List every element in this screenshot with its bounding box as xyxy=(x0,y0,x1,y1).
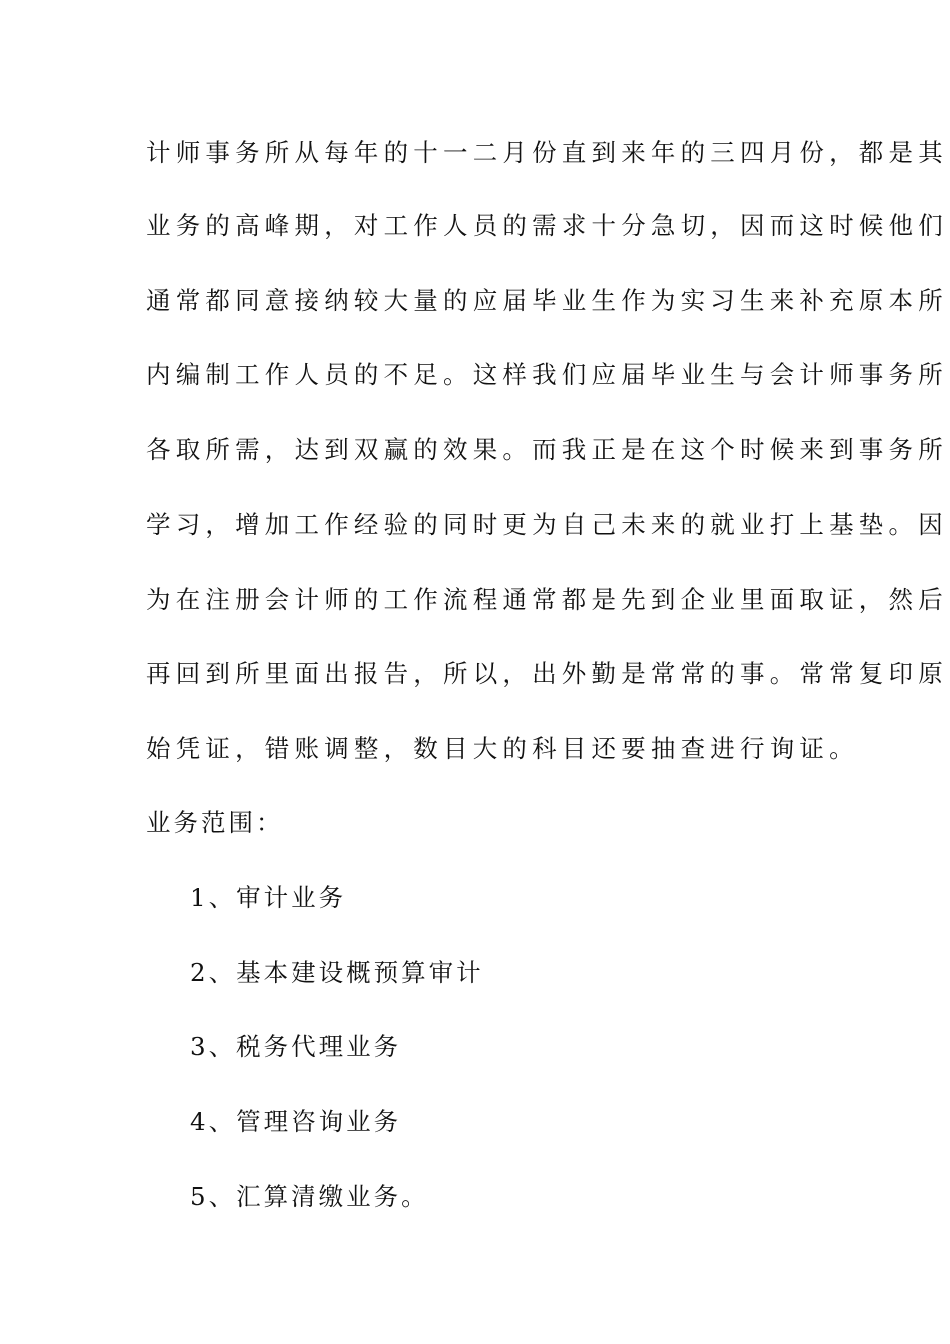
scope-heading: 业务范围： xyxy=(146,808,284,837)
paragraph-line: 计师事务所从每年的十一二月份直到来年的三四月份，都是其 xyxy=(146,138,948,167)
paragraph-line: 业务的高峰期，对工作人员的需求十分急切，因而这时候他们 xyxy=(146,211,948,240)
scope-item: 2、基本建设概预算审计 xyxy=(190,958,484,987)
paragraph-line: 各取所需，达到双赢的效果。而我正是在这个时候来到事务所 xyxy=(146,435,948,464)
scope-item: 5、汇算清缴业务。 xyxy=(190,1182,429,1211)
scope-item: 4、管理咨询业务 xyxy=(190,1107,402,1136)
scope-item: 1、审计业务 xyxy=(190,883,347,912)
paragraph-line: 再回到所里面出报告，所以，出外勤是常常的事。常常复印原 xyxy=(146,659,948,688)
paragraph-line: 始凭证，错账调整，数目大的科目还要抽查进行询证。 xyxy=(146,734,859,763)
paragraph-line: 为在注册会计师的工作流程通常都是先到企业里面取证，然后 xyxy=(146,585,948,614)
scope-item: 3、税务代理业务 xyxy=(190,1032,402,1061)
paragraph-line: 通常都同意接纳较大量的应届毕业生作为实习生来补充原本所 xyxy=(146,286,948,315)
paragraph-line: 学习，增加工作经验的同时更为自己未来的就业打上基垫。因 xyxy=(146,510,948,539)
paragraph-line: 内编制工作人员的不足。这样我们应届毕业生与会计师事务所 xyxy=(146,360,948,389)
